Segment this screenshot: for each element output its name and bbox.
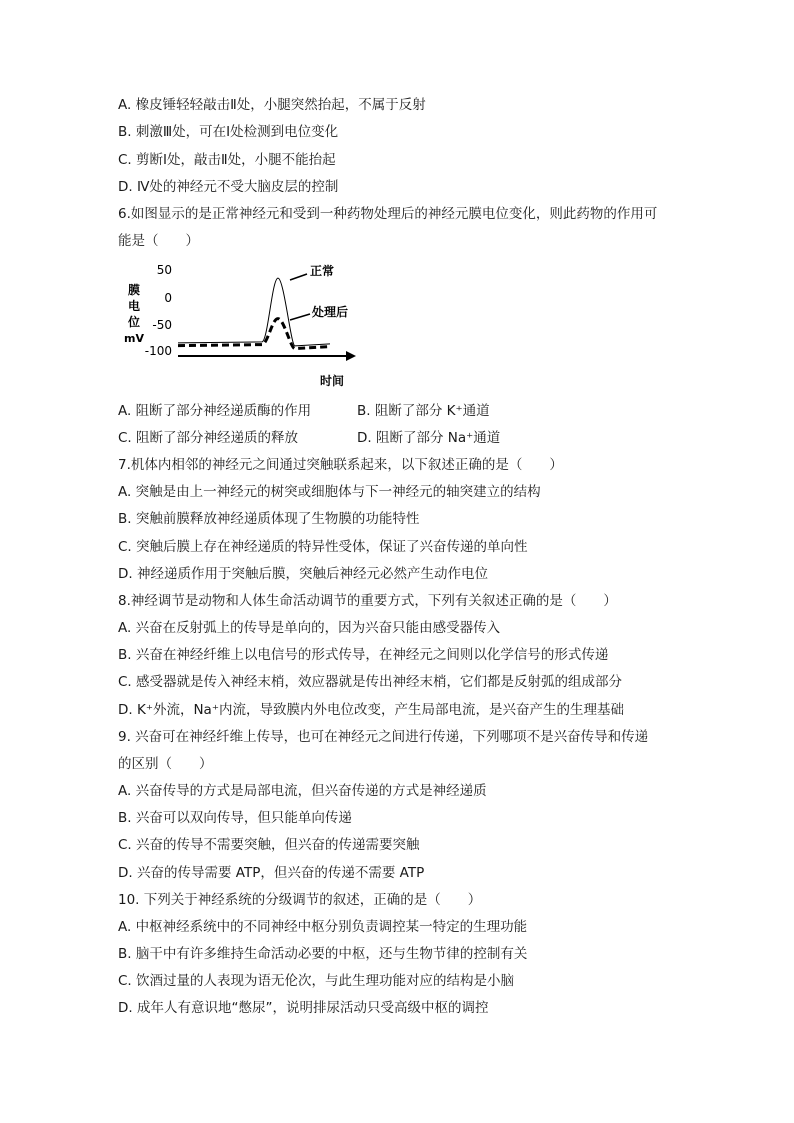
q8-option-b: B. 兴奋在神经纤维上以电信号的形式传导，在神经元之间则以化学信号的形式传递 bbox=[118, 647, 609, 663]
chart-ylabel-4: mV bbox=[124, 332, 144, 345]
q10-option-b: B. 脑干中有许多维持生命活动必要的中枢，还与生物节律的控制有关 bbox=[118, 946, 528, 962]
q5-option-c: C. 剪断Ⅰ处，敲击Ⅱ处，小腿不能抬起 bbox=[118, 152, 336, 168]
y-tick-50: 50 bbox=[156, 263, 172, 277]
q9-stem-line1: 9. 兴奋可在神经纤维上传导，也可在神经元之间进行传递，下列哪项不是兴奋传导和传递 bbox=[118, 729, 649, 745]
q7-option-c: C. 突触后膜上存在神经递质的特异性受体，保证了兴奋传递的单向性 bbox=[118, 539, 528, 555]
q10-stem: 10. 下列关于神经系统的分级调节的叙述，正确的是（ ） bbox=[118, 892, 482, 908]
q7-stem: 7.机体内相邻的神经元之间通过突触联系起来，以下叙述正确的是（ ） bbox=[118, 457, 563, 473]
y-tick-0: 0 bbox=[164, 291, 172, 305]
q6-option-b: B. 阻断了部分 K⁺通道 bbox=[357, 403, 490, 419]
q7-option-a: A. 突触是由上一神经元的树突或细胞体与下一神经元的轴突建立的结构 bbox=[118, 484, 541, 500]
normal-curve bbox=[178, 278, 330, 346]
y-tick-minus100: -100 bbox=[144, 344, 172, 358]
q5-option-d: D. Ⅳ处的神经元不受大脑皮层的控制 bbox=[118, 179, 339, 195]
q8-option-a: A. 兴奋在反射弧上的传导是单向的，因为兴奋只能由感受器传入 bbox=[118, 620, 501, 636]
normal-leader bbox=[290, 274, 307, 280]
q7-option-d: D. 神经递质作用于突触后膜，突触后神经元必然产生动作电位 bbox=[118, 566, 488, 582]
q10-option-d: D. 成年人有意识地“憋尿”，说明排尿活动只受高级中枢的调控 bbox=[118, 1000, 489, 1016]
q10-option-a: A. 中枢神经系统中的不同神经中枢分别负责调控某一特定的生理功能 bbox=[118, 919, 528, 935]
chart-ylabel-3: 位 bbox=[127, 315, 141, 329]
q6-option-d: D. 阻断了部分 Na⁺通道 bbox=[357, 430, 501, 446]
q8-option-d: D. K⁺外流，Na⁺内流，导致膜内外电位改变，产生局部电流，是兴奋产生的生理基础 bbox=[118, 702, 624, 718]
q5-option-a: A. 橡皮锤轻轻敲击Ⅱ处，小腿突然抬起，不属于反射 bbox=[118, 97, 426, 113]
x-axis-arrow bbox=[346, 351, 356, 361]
membrane-potential-chart bbox=[120, 258, 370, 393]
q9-stem-line2: 的区别（ ） bbox=[118, 756, 213, 772]
treated-curve bbox=[178, 319, 330, 349]
y-tick-minus50: -50 bbox=[152, 318, 172, 332]
legend-treated: 处理后 bbox=[312, 305, 349, 319]
q9-option-b: B. 兴奋可以双向传导，但只能单向传递 bbox=[118, 810, 352, 826]
q6-option-a: A. 阻断了部分神经递质酶的作用 bbox=[118, 403, 312, 419]
q5-option-b: B. 刺激Ⅲ处，可在Ⅰ处检测到电位变化 bbox=[118, 124, 339, 140]
q6-stem-line2: 能是（ ） bbox=[118, 233, 199, 249]
legend-normal: 正常 bbox=[310, 264, 335, 278]
treated-leader bbox=[290, 314, 310, 320]
q9-option-c: C. 兴奋的传导不需要突触，但兴奋的传递需要突触 bbox=[118, 837, 420, 853]
chart-ylabel-1: 膜 bbox=[127, 283, 141, 297]
q9-option-d: D. 兴奋的传导需要 ATP，但兴奋的传递不需要 ATP bbox=[118, 865, 425, 881]
q6-option-c: C. 阻断了部分神经递质的释放 bbox=[118, 430, 299, 446]
chart-ylabel-2: 电 bbox=[127, 299, 141, 313]
q9-option-a: A. 兴奋传导的方式是局部电流，但兴奋传递的方式是神经递质 bbox=[118, 783, 487, 799]
q7-option-b: B. 突触前膜释放神经递质体现了生物膜的功能特性 bbox=[118, 511, 420, 527]
q10-option-c: C. 饮酒过量的人表现为语无伦次，与此生理功能对应的结构是小脑 bbox=[118, 973, 515, 989]
q6-stem-line1: 6.如图显示的是正常神经元和受到一种药物处理后的神经元膜电位变化，则此药物的作用可 bbox=[118, 206, 658, 222]
q8-option-c: C. 感受器就是传入神经末梢，效应器就是传出神经末梢，它们都是反射弧的组成部分 bbox=[118, 674, 623, 690]
q8-stem: 8.神经调节是动物和人体生命活动调节的重要方式，下列有关叙述正确的是（ ） bbox=[118, 593, 617, 609]
chart-xlabel: 时间 bbox=[319, 374, 345, 388]
